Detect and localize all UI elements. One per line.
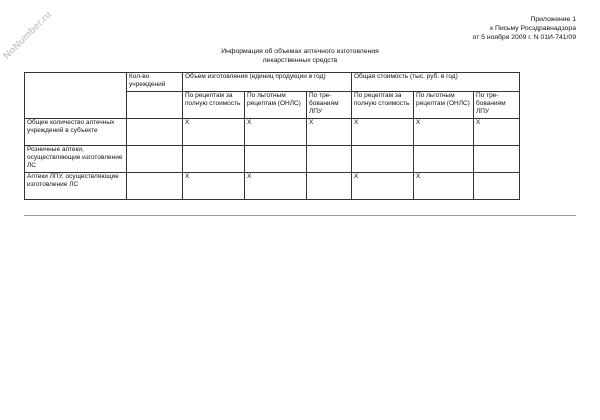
sub-header: По тре-бованиям ЛПУ bbox=[474, 92, 520, 119]
title-line: лекарственных средств bbox=[262, 57, 338, 64]
table-cell bbox=[414, 146, 474, 173]
document-title bbox=[0, 47, 600, 65]
sub-header: По рецептам за полную стоимость bbox=[352, 92, 414, 119]
sub-header: По рецептам за полную стоимость bbox=[183, 92, 245, 119]
data-table bbox=[24, 72, 520, 200]
table-cell: X bbox=[183, 119, 245, 146]
table-row bbox=[25, 119, 520, 146]
table-cell: X bbox=[183, 173, 245, 200]
title-line: Информация об объемах аптечного изготовления bbox=[221, 48, 379, 55]
table-cell bbox=[352, 146, 414, 173]
table-cell: X bbox=[245, 119, 307, 146]
table-cell bbox=[127, 119, 183, 146]
divider bbox=[24, 215, 576, 216]
table-cell bbox=[307, 173, 352, 200]
table-cell: X bbox=[474, 119, 520, 146]
col-header: Объем изготовления (единиц продукции в год) bbox=[183, 73, 352, 92]
table-cell: X bbox=[352, 119, 414, 146]
col-header: Общая стоимость (тыс. руб. в год) bbox=[352, 73, 520, 92]
table-cell: X bbox=[414, 119, 474, 146]
watermark: NoNumber.ru bbox=[1, 9, 54, 62]
table-cell: X bbox=[245, 173, 307, 200]
table-cell bbox=[474, 146, 520, 173]
table-row bbox=[25, 173, 520, 200]
table-cell bbox=[127, 146, 183, 173]
corner-cell bbox=[25, 73, 127, 119]
table-cell bbox=[474, 173, 520, 200]
row-label: Общее количество аптечных учреждений в субъекте bbox=[25, 119, 127, 146]
appendix-header bbox=[473, 15, 576, 42]
appendix-line: к Письму Росздравнадзора bbox=[490, 25, 576, 32]
table-cell: X bbox=[414, 173, 474, 200]
table-cell: X bbox=[307, 119, 352, 146]
appendix-line: Приложение 1 bbox=[530, 16, 576, 23]
appendix-line: от 5 ноября 2009 г. N 01И-741/09 bbox=[472, 34, 576, 41]
table-row bbox=[25, 146, 520, 173]
empty-cell bbox=[127, 92, 183, 119]
col-header: Кол-во учреждений bbox=[127, 73, 183, 92]
sub-header: По тре-бованиям ЛПУ bbox=[307, 92, 352, 119]
sub-header: По льготным рецептам (ОНЛС) bbox=[414, 92, 474, 119]
table-cell bbox=[307, 146, 352, 173]
table-cell: X bbox=[352, 173, 414, 200]
table-cell bbox=[127, 173, 183, 200]
row-label: Розничные аптеки, осуществляющие изготовление ЛС bbox=[25, 146, 127, 173]
table-cell bbox=[183, 146, 245, 173]
row-label: Аптеки ЛПУ, осуществляющие изготовление ЛС bbox=[25, 173, 127, 200]
table-cell bbox=[245, 146, 307, 173]
sub-header: По льготным рецептам (ОНЛС) bbox=[245, 92, 307, 119]
